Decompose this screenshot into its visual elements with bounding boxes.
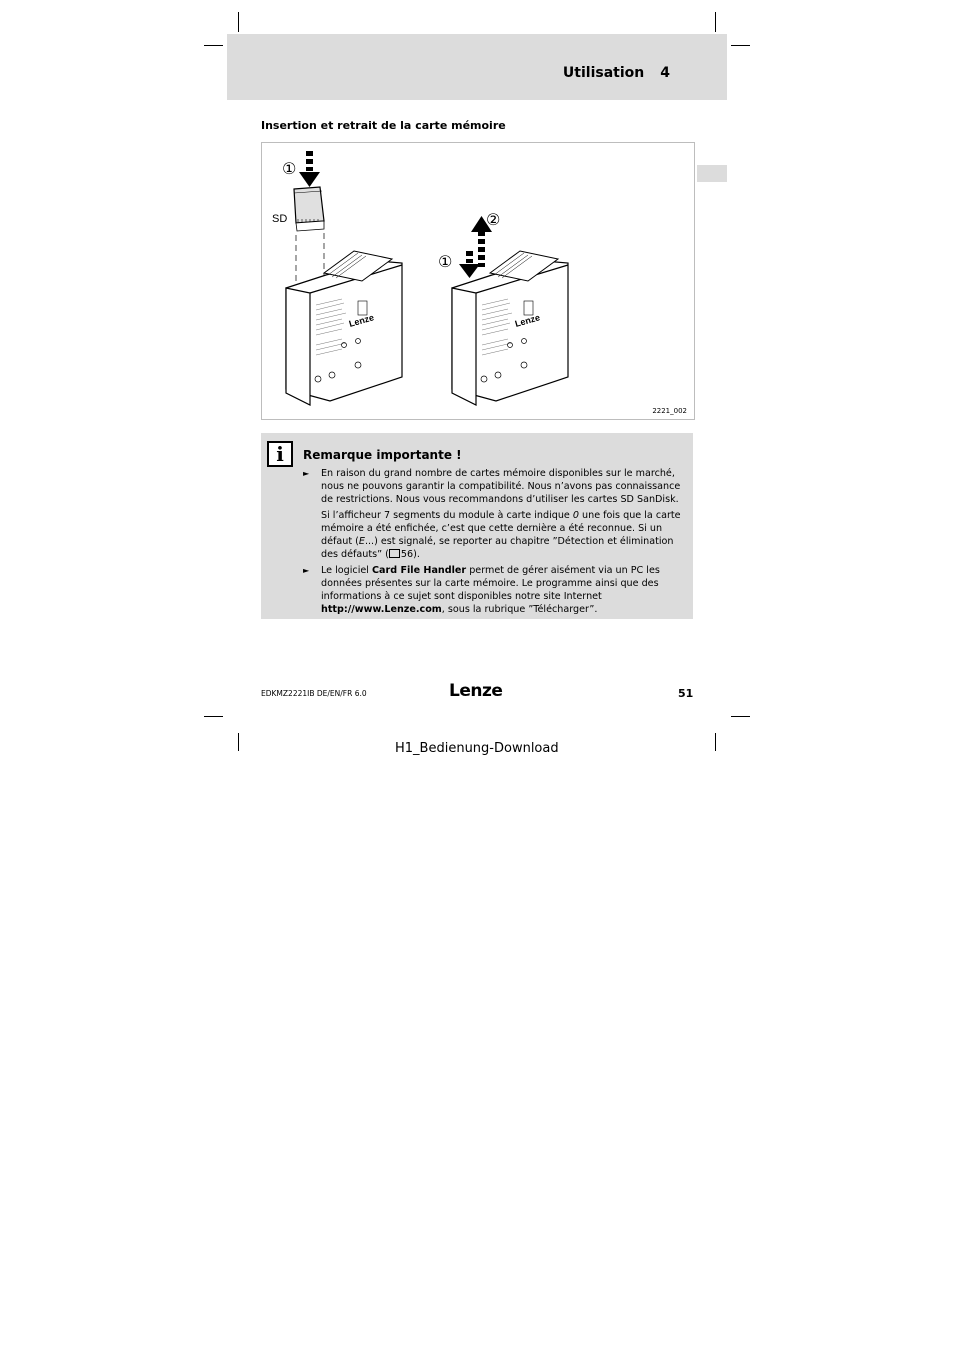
section-heading: Insertion et retrait de la carte mémoire — [261, 119, 506, 132]
note-paragraph: En raison du grand nombre de cartes mémoire disponibles sur le marché, nous ne pouvons garantir la compatibilité. Nous n’avons pas connaissance de restrictions. Nous vous recommandons d’utiliser les cartes SD SanDisk. — [321, 468, 681, 505]
error-code: E — [358, 536, 365, 547]
list-item — [303, 564, 685, 616]
card-module-icon — [286, 251, 402, 405]
display-code: 0 — [572, 510, 579, 521]
chapter-header — [227, 34, 727, 100]
crop-mark — [731, 716, 750, 717]
crop-mark — [204, 716, 223, 717]
figure-reference: 2221_002 — [652, 407, 687, 415]
crop-mark — [715, 733, 716, 751]
push-arrow-icon — [459, 251, 480, 278]
software-name: Card File Handler — [371, 565, 467, 576]
chapter-title-block — [563, 65, 670, 81]
step-two-label: ② — [486, 210, 501, 229]
crop-mark — [238, 12, 239, 32]
crop-mark — [204, 45, 223, 46]
step-one-label: ① — [282, 159, 297, 178]
figure-card-insertion — [261, 142, 695, 420]
bullet-arrow-icon: ► — [303, 469, 310, 478]
crop-mark — [238, 733, 239, 751]
website-link[interactable]: http://www.Lenze.com — [321, 604, 442, 615]
document-code: EDKMZ2221IB DE/EN/FR 6.0 — [261, 689, 367, 698]
crop-mark — [731, 45, 750, 46]
bullet-arrow-icon: ► — [303, 566, 310, 575]
book-icon — [389, 549, 400, 558]
svg-text:Lenze: Lenze — [347, 312, 376, 329]
note-title: Remarque importante ! — [303, 448, 462, 462]
note-bullets — [303, 467, 685, 619]
svg-text:Lenze: Lenze — [513, 312, 542, 329]
sd-card-label: SD — [272, 213, 288, 225]
info-icon: i — [267, 441, 293, 467]
page-number: 51 — [678, 687, 694, 700]
bottom-caption: H1_Bedienung-Download — [395, 741, 559, 756]
note-paragraph: Si l’afficheur 7 segments du module à carte indique 0 une fois que la carte mémoire a été enfichée, c’est que cette dernière a été reconnue. Si un défaut (E...) est signalé, se reporter au chapitre ”Détection et élimination des défauts” ( 56). — [321, 510, 681, 560]
crop-mark — [715, 12, 716, 32]
list-item — [303, 467, 685, 561]
lenze-logo: Lenze — [449, 681, 503, 701]
chapter-title: Utilisation — [562, 65, 645, 81]
step-one-label: ① — [438, 252, 453, 271]
important-note — [261, 433, 693, 619]
sd-card-icon — [294, 187, 324, 231]
card-insertion-illustration — [262, 143, 694, 419]
chapter-side-tab — [697, 165, 727, 182]
insert-arrow-icon — [299, 151, 320, 187]
page-reference: 56 — [400, 549, 414, 560]
note-paragraph: Le logiciel Card File Handler permet de gérer aisément via un PC les données présentes sur la carte mémoire. Le programme ainsi que des informations à ce sujet sont disponibles notre site Internet http://www.Lenze.com, sous la rubrique ”Télécharger”. — [321, 565, 660, 615]
chapter-number: 4 — [660, 65, 670, 81]
